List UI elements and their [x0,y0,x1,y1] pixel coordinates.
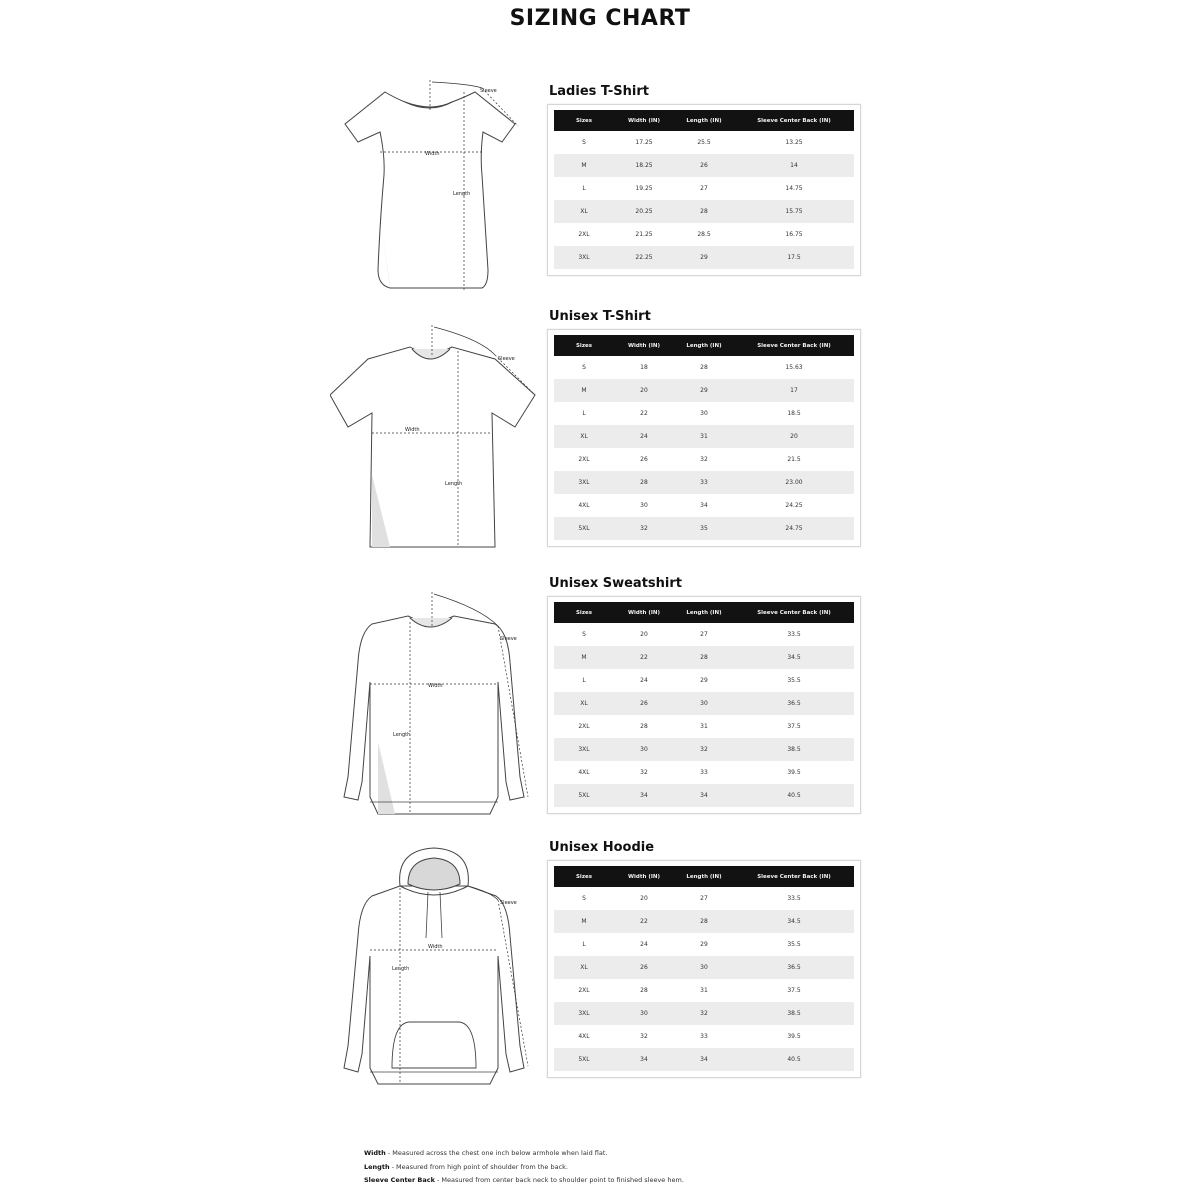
table-cell: 35 [674,517,734,540]
table-cell: 14.75 [785,185,803,192]
table-cell: 27 [700,185,708,192]
sleeve-label: Sleeve [480,88,497,94]
table-row [554,1025,854,1048]
header-sizes: Sizes [554,335,614,356]
table-row [554,177,854,200]
legend-term: Width [364,1149,386,1157]
length-label: Length [453,191,471,197]
table-cell: 30 [640,502,648,509]
unisex-hoodie-diagram [330,846,545,1091]
table-cell: 34 [614,784,674,807]
legend-term: Sleeve Center Back [364,1176,435,1184]
table-cell: 28 [674,200,734,223]
table-cell: 35.5 [787,677,801,684]
table-cell: 2XL [578,987,590,994]
table-cell: M [554,154,614,177]
table-cell: 30 [674,956,734,979]
table-cell: 29 [700,677,708,684]
table-cell: 24 [640,677,648,684]
table-cell: 3XL [554,1002,614,1025]
table-row [554,200,854,223]
header-sizes: Sizes [554,866,614,887]
table-cell: 28 [640,987,648,994]
table-cell: 30 [674,692,734,715]
size-table-box [547,860,861,1078]
table-cell: 33 [700,769,708,776]
table-cell: 32 [614,517,674,540]
size-table [554,110,854,269]
table-cell: 30 [614,738,674,761]
table-header-row [554,866,854,887]
table-cell: 26 [614,956,674,979]
table-cell: 27 [700,631,708,638]
table-cell: 40.5 [734,784,854,807]
length-label: Length [393,732,411,738]
table-cell: 17.25 [635,139,653,146]
table-row [554,623,854,646]
table-cell: L [582,677,586,684]
table-row [554,494,854,517]
section-title: Unisex T-Shirt [549,309,651,324]
unisex-tshirt-illustration [330,325,545,555]
table-cell: 22 [640,410,648,417]
table-row [554,471,854,494]
table-cell: 40.5 [734,1048,854,1071]
table-cell: 20 [640,895,648,902]
table-cell: 18.25 [614,154,674,177]
legend-item-sleeve [364,1174,924,1188]
unisex-hoodie-illustration [330,846,545,1091]
table-cell: 22.25 [614,246,674,269]
table-row [554,956,854,979]
table-row [554,131,854,154]
table-cell: M [554,379,614,402]
table-cell: S [582,139,586,146]
table-cell: 3XL [554,471,614,494]
table-cell: 28 [614,471,674,494]
table-cell: 24.25 [785,502,803,509]
table-cell: 4XL [578,502,590,509]
table-cell: 23.00 [734,471,854,494]
table-cell: 20 [614,379,674,402]
legend-desc: - Measured across the chest one inch below armhole when laid flat. [385,1149,608,1157]
table-cell: 34 [674,784,734,807]
table-cell: 22 [614,910,674,933]
table-cell: 26 [640,456,648,463]
table-cell: S [582,895,586,902]
size-table [554,602,854,807]
table-cell: L [582,185,586,192]
table-cell: 16.75 [785,231,803,238]
table-row [554,154,854,177]
table-cell: 39.5 [787,1033,801,1040]
size-table-box [547,596,861,814]
table-cell: 5XL [554,1048,614,1071]
table-cell: 3XL [554,738,614,761]
table-cell: 36.5 [734,956,854,979]
table-cell: 32 [700,456,708,463]
table-cell: 5XL [554,517,614,540]
table-row [554,761,854,784]
table-row [554,425,854,448]
table-cell: 24 [614,425,674,448]
unisex-tshirt-diagram [330,325,545,555]
table-cell: 29 [674,379,734,402]
table-row [554,933,854,956]
unisex-sweatshirt-illustration [330,592,545,822]
legend-item-width [364,1147,924,1161]
table-cell: XL [554,200,614,223]
table-cell: 20 [640,631,648,638]
table-row [554,784,854,807]
table-cell: 4XL [578,769,590,776]
sleeve-label: Sleeve [500,900,517,906]
table-cell: 28 [674,910,734,933]
size-table-box [547,329,861,547]
table-cell: 34 [674,1048,734,1071]
table-row [554,738,854,761]
header-length: Length (IN) [674,335,734,356]
table-cell: 24 [640,941,648,948]
table-cell: 28 [640,723,648,730]
table-cell: 31 [700,987,708,994]
sleeve-label: Sleeve [500,636,517,642]
header-sizes: Sizes [554,110,614,131]
table-row [554,356,854,379]
table-cell: 20.25 [614,200,674,223]
table-row [554,887,854,910]
table-cell: 28.5 [697,231,711,238]
header-sleeve: Sleeve Center Back (IN) [734,602,854,623]
table-cell: 2XL [578,456,590,463]
table-cell: 32 [674,1002,734,1025]
table-cell: 36.5 [734,692,854,715]
table-cell: M [554,910,614,933]
width-label: Width [405,427,420,433]
table-cell: 29 [674,246,734,269]
table-cell: 35.5 [787,941,801,948]
table-cell: 30 [700,410,708,417]
table-row [554,692,854,715]
legend-desc: - Measured from center back neck to shoulder point to finished sleeve hem. [434,1176,684,1184]
table-row [554,246,854,269]
table-cell: 2XL [578,723,590,730]
legend-desc: - Measured from high point of shoulder from the back. [389,1162,568,1171]
section-unisex-tshirt [330,305,870,555]
table-cell: 17.5 [734,246,854,269]
header-sleeve: Sleeve Center Back (IN) [734,866,854,887]
table-cell: S [582,631,586,638]
table-cell: 37.5 [787,723,801,730]
legend-term: Length [364,1162,390,1171]
table-cell: 22 [614,646,674,669]
table-cell: L [582,410,586,417]
table-cell: XL [554,692,614,715]
table-cell: 34 [700,502,708,509]
table-cell: 18 [640,364,648,371]
table-cell: 21.5 [787,456,801,463]
measurement-legend [364,1147,924,1188]
table-cell: 5XL [554,784,614,807]
ladies-tshirt-illustration [330,80,545,295]
header-length: Length (IN) [674,602,734,623]
legend-item-length [364,1161,924,1175]
table-cell: 31 [700,723,708,730]
size-table [554,335,854,540]
ladies-tshirt-diagram [330,80,545,295]
header-width: Width (IN) [614,335,674,356]
header-sleeve: Sleeve Center Back (IN) [734,110,854,131]
table-row [554,1002,854,1025]
header-length: Length (IN) [674,110,734,131]
section-title: Unisex Sweatshirt [549,576,682,591]
table-row [554,715,854,738]
table-row [554,379,854,402]
table-cell: 32 [674,738,734,761]
table-row [554,669,854,692]
table-cell: 28 [674,646,734,669]
table-cell: 26 [674,154,734,177]
table-cell: 38.5 [734,738,854,761]
table-cell: 34.5 [734,910,854,933]
size-table [554,866,854,1071]
section-unisex-hoodie [330,836,870,1096]
table-cell: 33 [674,471,734,494]
table-cell: 14 [734,154,854,177]
table-cell: 28 [700,364,708,371]
header-width: Width (IN) [614,602,674,623]
length-label: Length [445,481,463,487]
table-cell: 18.5 [787,410,801,417]
table-cell: 19.25 [635,185,653,192]
table-cell: 37.5 [787,987,801,994]
section-unisex-sweatshirt [330,572,870,822]
width-label: Width [428,683,443,689]
header-sizes: Sizes [554,602,614,623]
table-header-row [554,602,854,623]
table-row [554,402,854,425]
table-row [554,1048,854,1071]
header-width: Width (IN) [614,866,674,887]
table-cell: 33 [700,1033,708,1040]
table-cell: 3XL [554,246,614,269]
table-cell: 30 [614,1002,674,1025]
table-cell: 32 [640,1033,648,1040]
table-cell: 4XL [578,1033,590,1040]
header-sleeve: Sleeve Center Back (IN) [734,335,854,356]
table-cell: 25.5 [697,139,711,146]
table-cell: 15.63 [785,364,803,371]
table-cell: 32 [640,769,648,776]
table-cell: 34 [614,1048,674,1071]
table-cell: 31 [674,425,734,448]
table-cell: M [554,646,614,669]
table-row [554,979,854,1002]
table-cell: 29 [700,941,708,948]
table-header-row [554,110,854,131]
section-ladies-tshirt [330,80,870,290]
length-label: Length [392,966,410,972]
table-cell: 26 [614,692,674,715]
table-cell: 15.75 [734,200,854,223]
section-title: Ladies T-Shirt [549,84,649,99]
width-label: Width [425,151,440,157]
table-cell: 21.25 [635,231,653,238]
table-header-row [554,335,854,356]
page-title: SIZING CHART [509,6,691,31]
header-width: Width (IN) [614,110,674,131]
table-cell: 38.5 [734,1002,854,1025]
table-cell: 27 [700,895,708,902]
sleeve-label: Sleeve [498,356,515,362]
header-length: Length (IN) [674,866,734,887]
unisex-sweatshirt-diagram [330,592,545,822]
table-cell: 34.5 [734,646,854,669]
table-cell: 2XL [578,231,590,238]
table-row [554,223,854,246]
size-table-box [547,104,861,276]
table-cell: 39.5 [787,769,801,776]
table-cell: 33.5 [787,895,801,902]
table-row [554,517,854,540]
width-label: Width [428,944,443,950]
table-cell: 13.25 [785,139,803,146]
table-cell: 24.75 [734,517,854,540]
table-row [554,448,854,471]
table-row [554,646,854,669]
section-title: Unisex Hoodie [549,840,655,855]
table-cell: XL [554,425,614,448]
table-cell: 17 [734,379,854,402]
table-cell: S [582,364,586,371]
table-row [554,910,854,933]
table-cell: XL [554,956,614,979]
table-cell: 20 [734,425,854,448]
table-cell: L [582,941,586,948]
table-cell: 33.5 [787,631,801,638]
